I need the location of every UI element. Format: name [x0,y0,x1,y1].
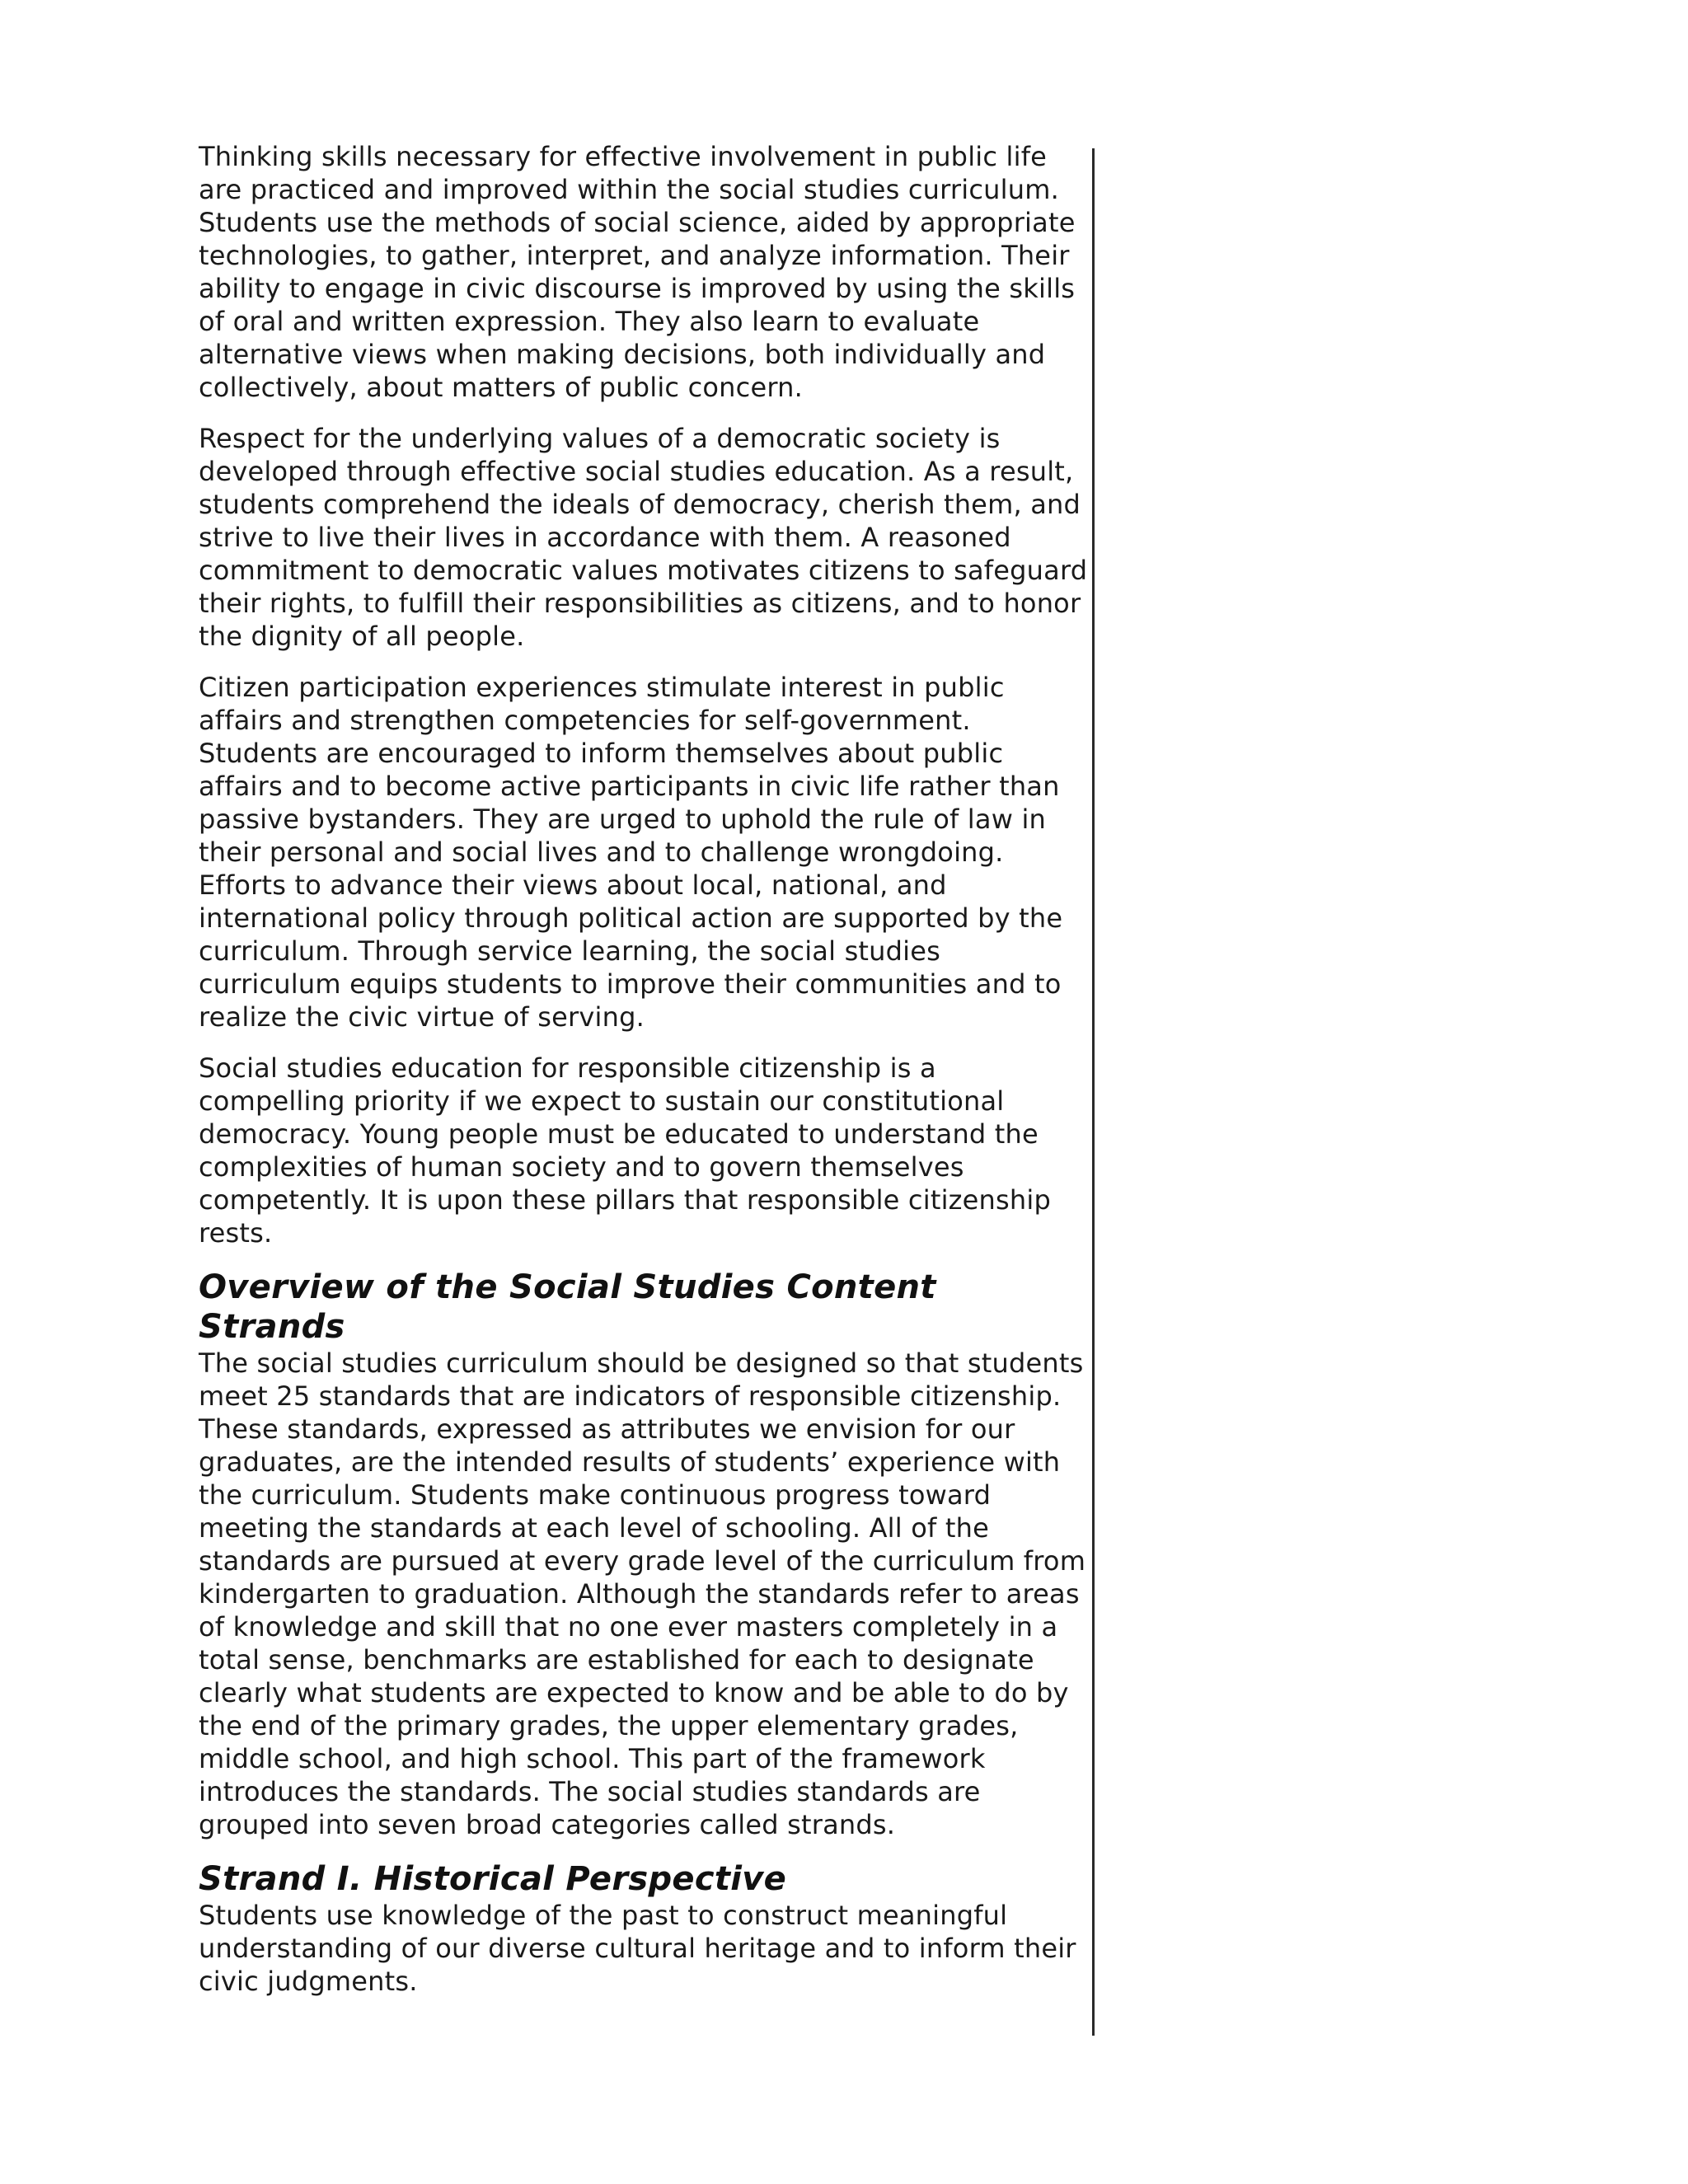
paragraph-democratic-values: Respect for the underlying values of a democratic society is developed through effective social studies education. As a result, students comprehend the ideals of democracy, cherish them, and strive to live their lives in accordance with them. A reasoned commitment to democratic values motivates citizens to safeguard their rights, to fulfill their responsibilities as citizens, and to honor the dignity of all people. [199,423,1088,652]
paragraph-thinking-skills: Thinking skills necessary for effective involvement in public life are practiced and improved within the social studies curriculum. Students use the methods of social science, aided by appropriate technologies, to gather, interpret, and analyze information. Their ability to engage in civic discourse is improved by using the skills of oral and written expression. They also learn to evaluate alternative views when making decisions, both individually and collectively, about matters of public concern. [199,141,1076,403]
paragraph-citizen-participation: Citizen participation experiences stimulate interest in public affairs and strengthen competencies for self-government. Students are encouraged to inform themselves about public affairs and to become active participants in civic life rather than passive bystanders. They are urged to uphold the rule of law in their personal and social lives and to challenge wrongdoing. Efforts to advance their views about local, national, and international policy through political action are supported by the curriculum. Through service learning, the social studies curriculum equips students to improve their communities and to realize the civic virtue of serving. [199,672,1063,1033]
strand-1-body: Students use knowledge of the past to construct meaningful understanding of our diverse cultural heritage and to inform their civic judgments. [199,1900,1076,1997]
overview-body: The social studies curriculum should be designed so that students meet 25 standards that are indicators of responsible citizenship. These standards, expressed as attributes we envision for our graduates, are the intended results of students’ experience with the curriculum. Students make continuous progress toward meeting the standards at each level of schooling. All of the standards are pursued at every grade level of the curriculum from kindergarten to graduation. Although the standards refer to areas of knowledge and skill that no one ever masters completely in a total sense, benchmarks are established for each to designate clearly what students are expected to know and be able to do by the end of the primary grades, the upper elementary grades, middle school, and high school. This part of the framework introduces the standards. The social studies standards are grouped into seven broad categories called strands. [199,1347,1086,1840]
paragraph-responsible-citizenship: Social studies education for responsible citizenship is a compelling priority if we expect to sustain our constitutional democracy. Young people must be educated to understand the complexities of human society and to govern themselves competently. It is upon these pillars that responsible citizenship rests. [199,1052,1051,1249]
overview-heading: Overview of the Social Studies Content Strands [199,1268,936,1346]
text-column [199,140,1089,2016]
strand-1-heading: Strand I. Historical Perspective [199,1860,787,1898]
margin-rule [1092,148,1095,2036]
